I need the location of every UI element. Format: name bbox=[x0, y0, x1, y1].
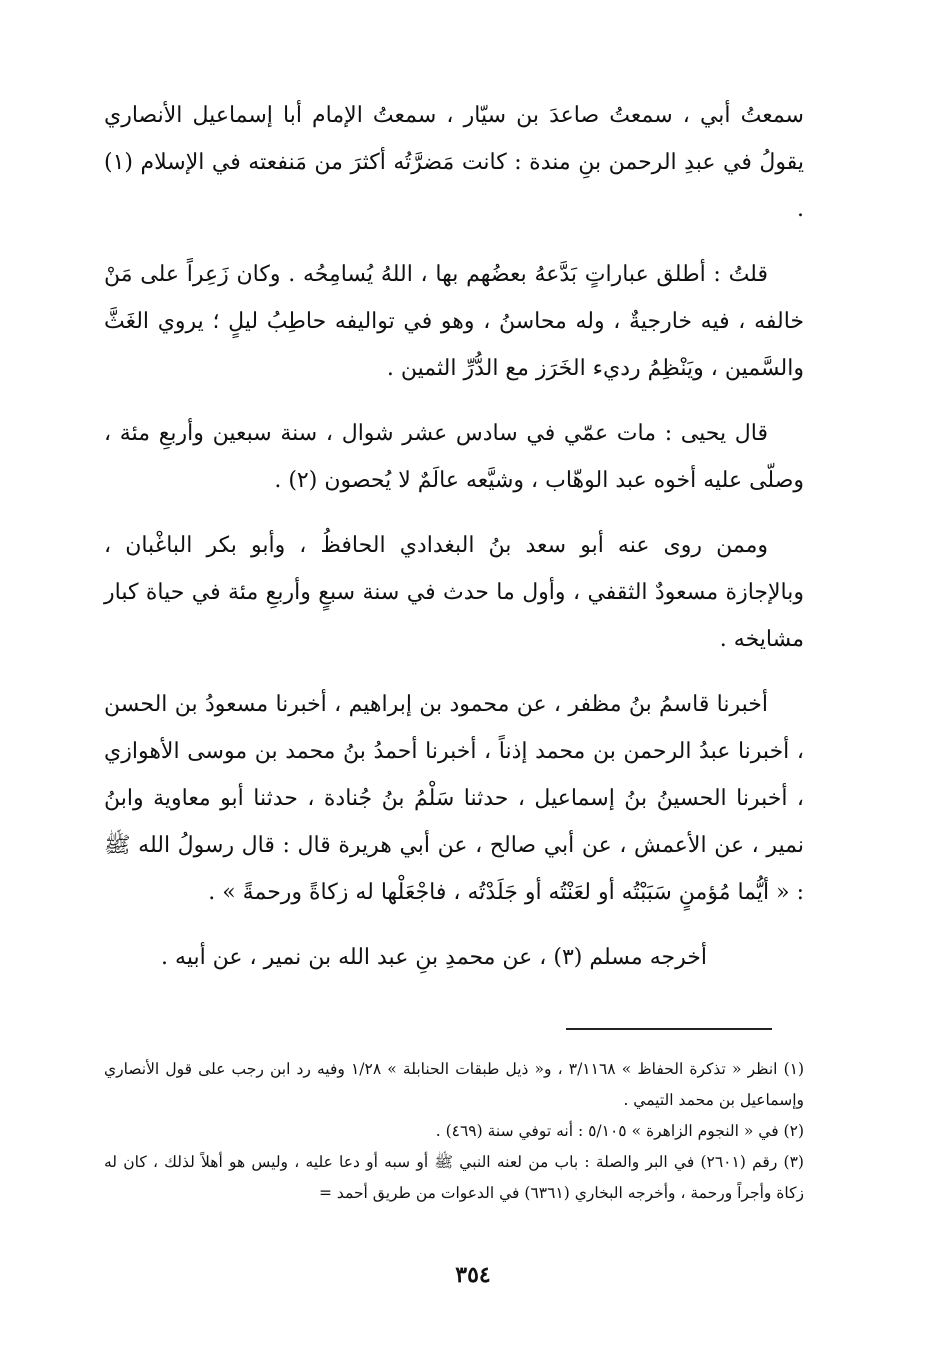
paragraph-6: أخرجه مسلم (٣) ، عن محمدِ بنِ عبد الله بن نمير ، عن أبيه . bbox=[161, 945, 707, 970]
footnotes-section bbox=[104, 1054, 804, 1209]
paragraph-4: وممن روى عنه أبو سعد بنُ البغدادي الحافظُ ، وأبو بكر الباغْبان ، وبالإجازة مسعودٌ الثقفي ، وأول ما حدث في سنة سبعٍ وأربعِ مئة في حياة كبار مشايخه . bbox=[104, 533, 804, 652]
page-number: ٣٥٤ bbox=[455, 1262, 491, 1288]
paragraph-5: أخبرنا قاسمُ بنُ مظفر ، عن محمود بن إبراهيم ، أخبرنا مسعودُ بن الحسن ، أخبرنا عبدُ الرحمن بن محمد إذناً ، أخبرنا أحمدُ بنُ محمد بن موسى الأهوازي ، أخبرنا الحسينُ بنُ إسماعيل ، حدثنا سَلْمُ بنُ جُنادة ، حدثنا أبو معاوية وابنُ نمير ، عن الأعمش ، عن أبي صالح ، عن أبي هريرة قال : قال رسولُ الله ﷺ : « أيُّما مُؤمنٍ سَبَبْتُه أو لعَنْتُه أو جَلَدْتُه ، فاجْعَلْها له زكاةً ورحمةً » . bbox=[104, 692, 804, 905]
footnote-divider bbox=[566, 1028, 772, 1030]
main-text-body bbox=[104, 92, 804, 999]
footnote-3: (٣) رقم (٢٦٠١) في البر والصلة : باب من لعنه النبي ﷺ أو سبه أو دعا عليه ، وليس هو أهلاً لذلك ، كان له زكاة وأجراً ورحمة ، وأخرجه البخاري (٦٣٦١) في الدعوات من طريق أحمد = bbox=[104, 1153, 804, 1202]
paragraph-3: قال يحيى : مات عمّي في سادس عشر شوال ، سنة سبعين وأربعِ مئة ، وصلّى عليه أخوه عبد الوهّاب ، وشيَّعه عالَمٌ لا يُحصون (٢) . bbox=[104, 421, 804, 493]
footnote-1: (١) انظر « تذكرة الحفاظ » ٣/١١٦٨ ، و« ذيل طبقات الحنابلة » ١/٢٨ وفيه رد ابن رجب على قول الأنصاري وإسماعيل بن محمد التيمي . bbox=[104, 1060, 805, 1109]
footnote-2: (٢) في « النجوم الزاهرة » ٥/١٠٥ : أنه توفي سنة (٤٦٩) . bbox=[435, 1122, 804, 1140]
paragraph-1: سمعتُ أبي ، سمعتُ صاعدَ بن سيّار ، سمعتُ الإمام أبا إسماعيل الأنصاري يقولُ في عبدِ الرحمن بنِ مندة : كانت مَضرَّتُه أكثرَ من مَنفعته في الإسلام (١) . bbox=[104, 103, 804, 222]
paragraph-2: قلتُ : أطلق عباراتٍ بَدَّعهُ بعضُهم بها ، اللهُ يُسامِحُه . وكان زَعِراً على مَنْ خالفه ، فيه خارجيةٌ ، وله محاسنُ ، وهو في تواليفه حاطِبُ ليلٍ ؛ يروي الغَثَّ والسَّمين ، ويَنْظِمُ رديء الخَرَز مع الدُّرِّ الثمين . bbox=[104, 262, 804, 381]
